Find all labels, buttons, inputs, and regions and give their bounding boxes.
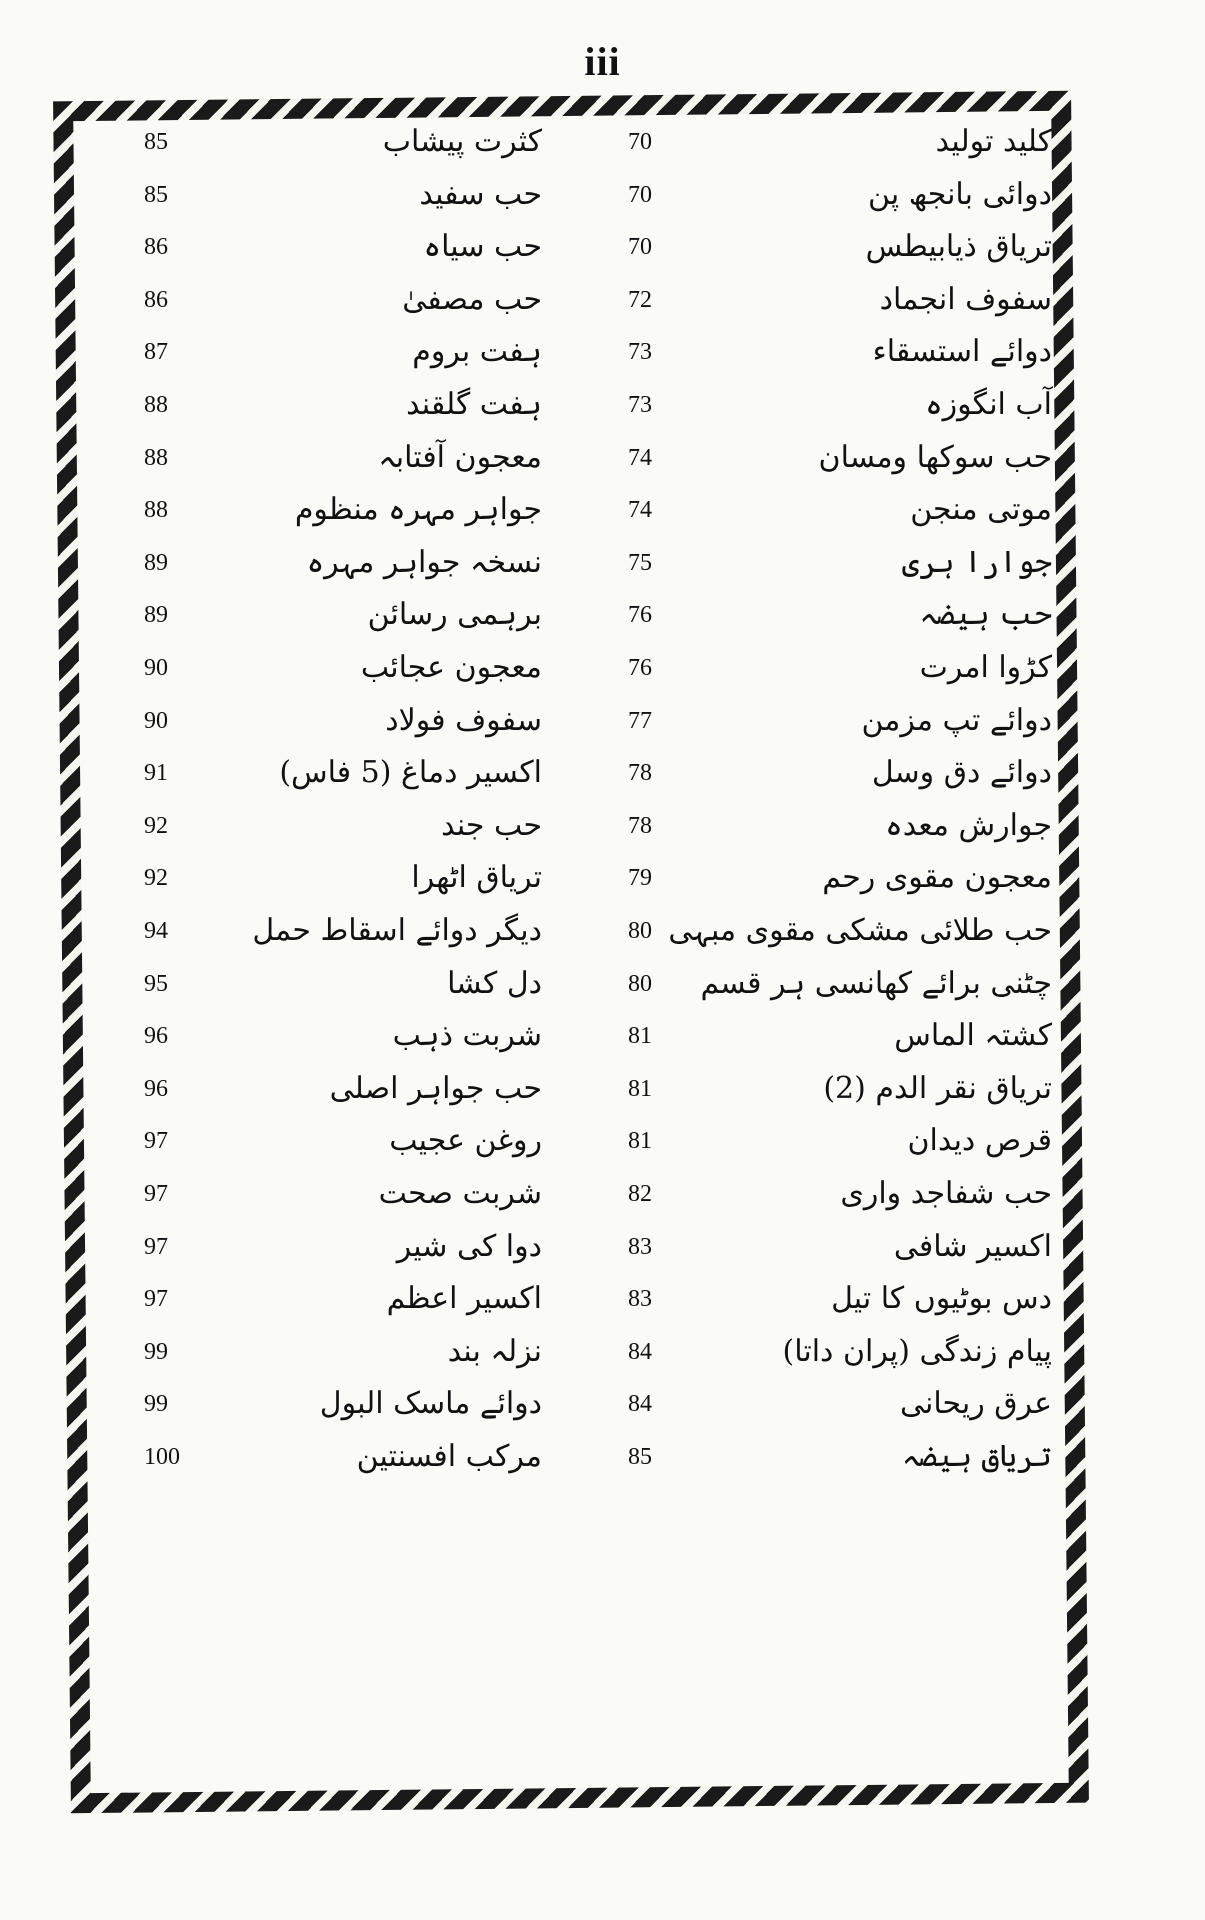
toc-entry-title: جوارش معدہ [885, 807, 1052, 843]
toc-entry-page-number: 86 [144, 234, 168, 261]
toc-entry-title: عرق ریحانی [900, 1386, 1052, 1422]
toc-entry-title: موتی منجن [910, 492, 1052, 528]
toc-entry [82, 330, 562, 380]
toc-entry-title: معجون عجائب [360, 650, 542, 685]
toc-entry-title: سفوف انجماد [879, 281, 1052, 317]
toc-entry-page-number: 70 [628, 129, 652, 155]
toc-entry-page-number: 79 [628, 865, 652, 892]
toc-entry [580, 1277, 1060, 1327]
toc-entry-title: مرکب افسنتین [356, 1439, 542, 1474]
toc-entry-page-number: 85 [628, 1444, 652, 1470]
toc-entry-title: دس بوٹیوں کا تیل [831, 1281, 1052, 1317]
toc-entry [580, 1435, 1060, 1485]
toc-entry [580, 804, 1060, 854]
toc-entry-title: چٹنی برائے کھانسی ہر قسم [700, 965, 1052, 1001]
toc-entry [580, 1382, 1060, 1432]
toc-entry-title: دیگر دوائے اسقاط حمل [252, 913, 542, 948]
toc-entry-page-number: 100 [144, 1444, 180, 1470]
toc-entry [82, 1119, 562, 1169]
toc-entry [82, 751, 562, 801]
page-number: iii [584, 39, 621, 84]
toc-entry [82, 646, 562, 696]
toc-entry-title: دوائے ماسک البول [319, 1386, 542, 1422]
toc-entry-title: شربت صحت [378, 1176, 542, 1211]
toc-entry [82, 173, 562, 223]
toc-entry-title: قرص دیدان [907, 1123, 1052, 1159]
toc-entry [580, 699, 1060, 749]
toc-entry [580, 1172, 1060, 1222]
toc-entry-title: تریاق ذیابیطس [865, 229, 1052, 265]
toc-entry-page-number: 76 [628, 655, 652, 681]
toc-entry-page-number: 92 [144, 865, 168, 892]
toc-entry-title: برہمی رسائن [367, 597, 542, 633]
toc-entry-page-number: 88 [144, 444, 168, 471]
toc-entry-title: حب ہیضہ [919, 597, 1052, 633]
toc-entry [82, 1330, 562, 1380]
table-of-contents [82, 120, 1060, 1792]
toc-entry [580, 278, 1060, 328]
toc-entry-page-number: 84 [628, 1338, 652, 1365]
toc-entry [580, 593, 1060, 643]
toc-entry-page-number: 86 [144, 286, 168, 313]
toc-entry-page-number: 70 [628, 181, 652, 208]
toc-entry-page-number: 75 [628, 549, 652, 576]
toc-entry-title: جوارا ہری [901, 544, 1052, 580]
toc-entry-title: دوا کی شیر [396, 1228, 542, 1264]
toc-entry-title: حب سفید [419, 176, 542, 212]
toc-entry-page-number: 77 [628, 707, 652, 734]
toc-entry-title: تریاق نقر الدم (2) [823, 1070, 1052, 1106]
toc-entry-page-number: 72 [628, 286, 652, 313]
toc-entry-title: معجون آفتابہ [378, 439, 542, 475]
toc-entry-page-number: 85 [144, 129, 168, 155]
toc-entry-page-number: 81 [628, 1023, 652, 1050]
toc-entry-page-number: 99 [144, 1391, 168, 1418]
toc-entry-title: نسخہ جواہر مہرہ [306, 544, 542, 580]
toc-entry-page-number: 78 [628, 812, 652, 839]
toc-entry-title: ہفت گلقند [406, 387, 542, 422]
toc-entry-title: معجون مقوی رحم [822, 860, 1052, 896]
toc-entry-page-number: 94 [144, 918, 168, 944]
toc-entry-title: حب جند [441, 807, 542, 843]
toc-entry [580, 330, 1060, 380]
toc-entry [82, 1225, 562, 1275]
toc-entry-page-number: 84 [628, 1391, 652, 1418]
toc-entry-title: آب انگوزہ [925, 387, 1052, 422]
toc-entry-title: حب سوکھا ومسان [818, 439, 1052, 475]
toc-entry-title: دوائے تپ مزمن [861, 702, 1052, 738]
toc-entry-page-number: 99 [144, 1338, 168, 1365]
toc-entry [82, 1435, 562, 1485]
toc-entry [82, 962, 562, 1012]
toc-entry-title: کشتہ الماس [894, 1018, 1052, 1054]
toc-entry [82, 1277, 562, 1327]
toc-entry-title: پیام زندگی (پران داتا) [782, 1333, 1052, 1369]
toc-entry-title: تریاق ہیضہ [901, 1439, 1052, 1474]
toc-entry [580, 909, 1060, 959]
toc-entry-page-number: 83 [628, 1233, 652, 1260]
toc-entry-title: جواہر مہرہ منظوم [294, 492, 542, 528]
toc-entry-page-number: 88 [144, 497, 168, 524]
toc-entry-title: سفوف فولاد [385, 702, 542, 738]
toc-entry-title: کلید تولید [935, 124, 1052, 159]
toc-entry-title: دوائی بانجھ پن [868, 176, 1052, 212]
toc-entry [580, 856, 1060, 906]
toc-entry [82, 1382, 562, 1432]
toc-entry-page-number: 97 [144, 1181, 168, 1207]
toc-entry-title: اکسیر دماغ (5 فاس) [279, 755, 542, 791]
toc-entry-page-number: 89 [144, 549, 168, 576]
toc-entry-title: اکسیر شافی [893, 1228, 1052, 1264]
toc-entry-page-number: 82 [628, 1181, 652, 1207]
toc-entry [580, 962, 1060, 1012]
toc-entry-title: اکسیر اعظم [386, 1281, 542, 1317]
toc-entry-title: شربت ذہب [392, 1018, 542, 1054]
toc-entry [580, 488, 1060, 538]
toc-entry-title: دل کشا [447, 965, 542, 1001]
toc-entry-title: تریاق اٹھرا [411, 860, 542, 896]
toc-entry [580, 1225, 1060, 1275]
toc-entry-page-number: 73 [628, 392, 652, 418]
toc-entry-page-number: 90 [144, 707, 168, 734]
toc-entry-title: دوائے استسقاء [872, 334, 1052, 370]
toc-entry-page-number: 89 [144, 602, 168, 629]
toc-entry [580, 1119, 1060, 1169]
toc-entry-page-number: 91 [144, 760, 168, 787]
toc-entry-title: حب مصفیٰ [402, 281, 542, 317]
toc-entry-title: دوائے دق وسل [871, 755, 1052, 791]
toc-entry-page-number: 81 [628, 1128, 652, 1155]
toc-entry-page-number: 81 [628, 1075, 652, 1102]
toc-entry-title: حب سیاہ [423, 229, 542, 265]
toc-entry [580, 173, 1060, 223]
toc-entry-title: حب شفاجد واری [840, 1176, 1052, 1211]
toc-entry-page-number: 74 [628, 444, 652, 471]
toc-entry [82, 541, 562, 591]
toc-entry-title: حب طلائی مشکی مقوی مبہی [668, 913, 1052, 948]
toc-entry-page-number: 97 [144, 1233, 168, 1260]
toc-entry [82, 1067, 562, 1117]
toc-entry-page-number: 74 [628, 497, 652, 524]
toc-entry [82, 120, 562, 170]
toc-entry [82, 225, 562, 275]
toc-entry-page-number: 96 [144, 1075, 168, 1102]
toc-entry [580, 225, 1060, 275]
toc-entry-title: کثرت پیشاب [382, 124, 542, 159]
toc-entry [82, 436, 562, 486]
toc-entry [82, 1172, 562, 1222]
toc-entry [82, 488, 562, 538]
toc-entry [580, 646, 1060, 696]
toc-entry [580, 383, 1060, 433]
toc-entry [82, 856, 562, 906]
toc-entry-page-number: 76 [628, 602, 652, 629]
toc-entry [580, 751, 1060, 801]
toc-entry-title: حب جواہر اصلی [329, 1070, 542, 1106]
toc-entry [580, 541, 1060, 591]
toc-entry [580, 1330, 1060, 1380]
toc-entry [580, 436, 1060, 486]
toc-entry-page-number: 95 [144, 970, 168, 997]
toc-entry-page-number: 83 [628, 1286, 652, 1313]
toc-entry-page-number: 96 [144, 1023, 168, 1050]
toc-entry [82, 383, 562, 433]
toc-entry [82, 699, 562, 749]
toc-entry-page-number: 88 [144, 392, 168, 418]
toc-entry-title: نزلہ بند [447, 1333, 542, 1369]
toc-entry-page-number: 87 [144, 339, 168, 366]
toc-column-left [82, 120, 562, 1792]
toc-entry-page-number: 97 [144, 1128, 168, 1155]
toc-entry [82, 1014, 562, 1064]
toc-entry-page-number: 70 [628, 234, 652, 261]
toc-entry [580, 1014, 1060, 1064]
toc-entry [82, 278, 562, 328]
toc-entry [580, 120, 1060, 170]
toc-entry-page-number: 80 [628, 918, 652, 944]
toc-entry [580, 1067, 1060, 1117]
toc-entry-page-number: 78 [628, 760, 652, 787]
toc-entry [82, 909, 562, 959]
toc-column-right [580, 120, 1060, 1792]
toc-entry-page-number: 80 [628, 970, 652, 997]
toc-entry-page-number: 92 [144, 812, 168, 839]
toc-entry-title: روغن عجیب [389, 1123, 542, 1159]
toc-entry-title: کڑوا امرت [919, 650, 1052, 685]
toc-entry-page-number: 97 [144, 1286, 168, 1313]
toc-entry [82, 804, 562, 854]
toc-entry-page-number: 73 [628, 339, 652, 366]
toc-entry [82, 593, 562, 643]
toc-entry-page-number: 90 [144, 655, 168, 681]
toc-entry-title: ہفت بروم [412, 334, 542, 370]
toc-entry-page-number: 85 [144, 181, 168, 208]
